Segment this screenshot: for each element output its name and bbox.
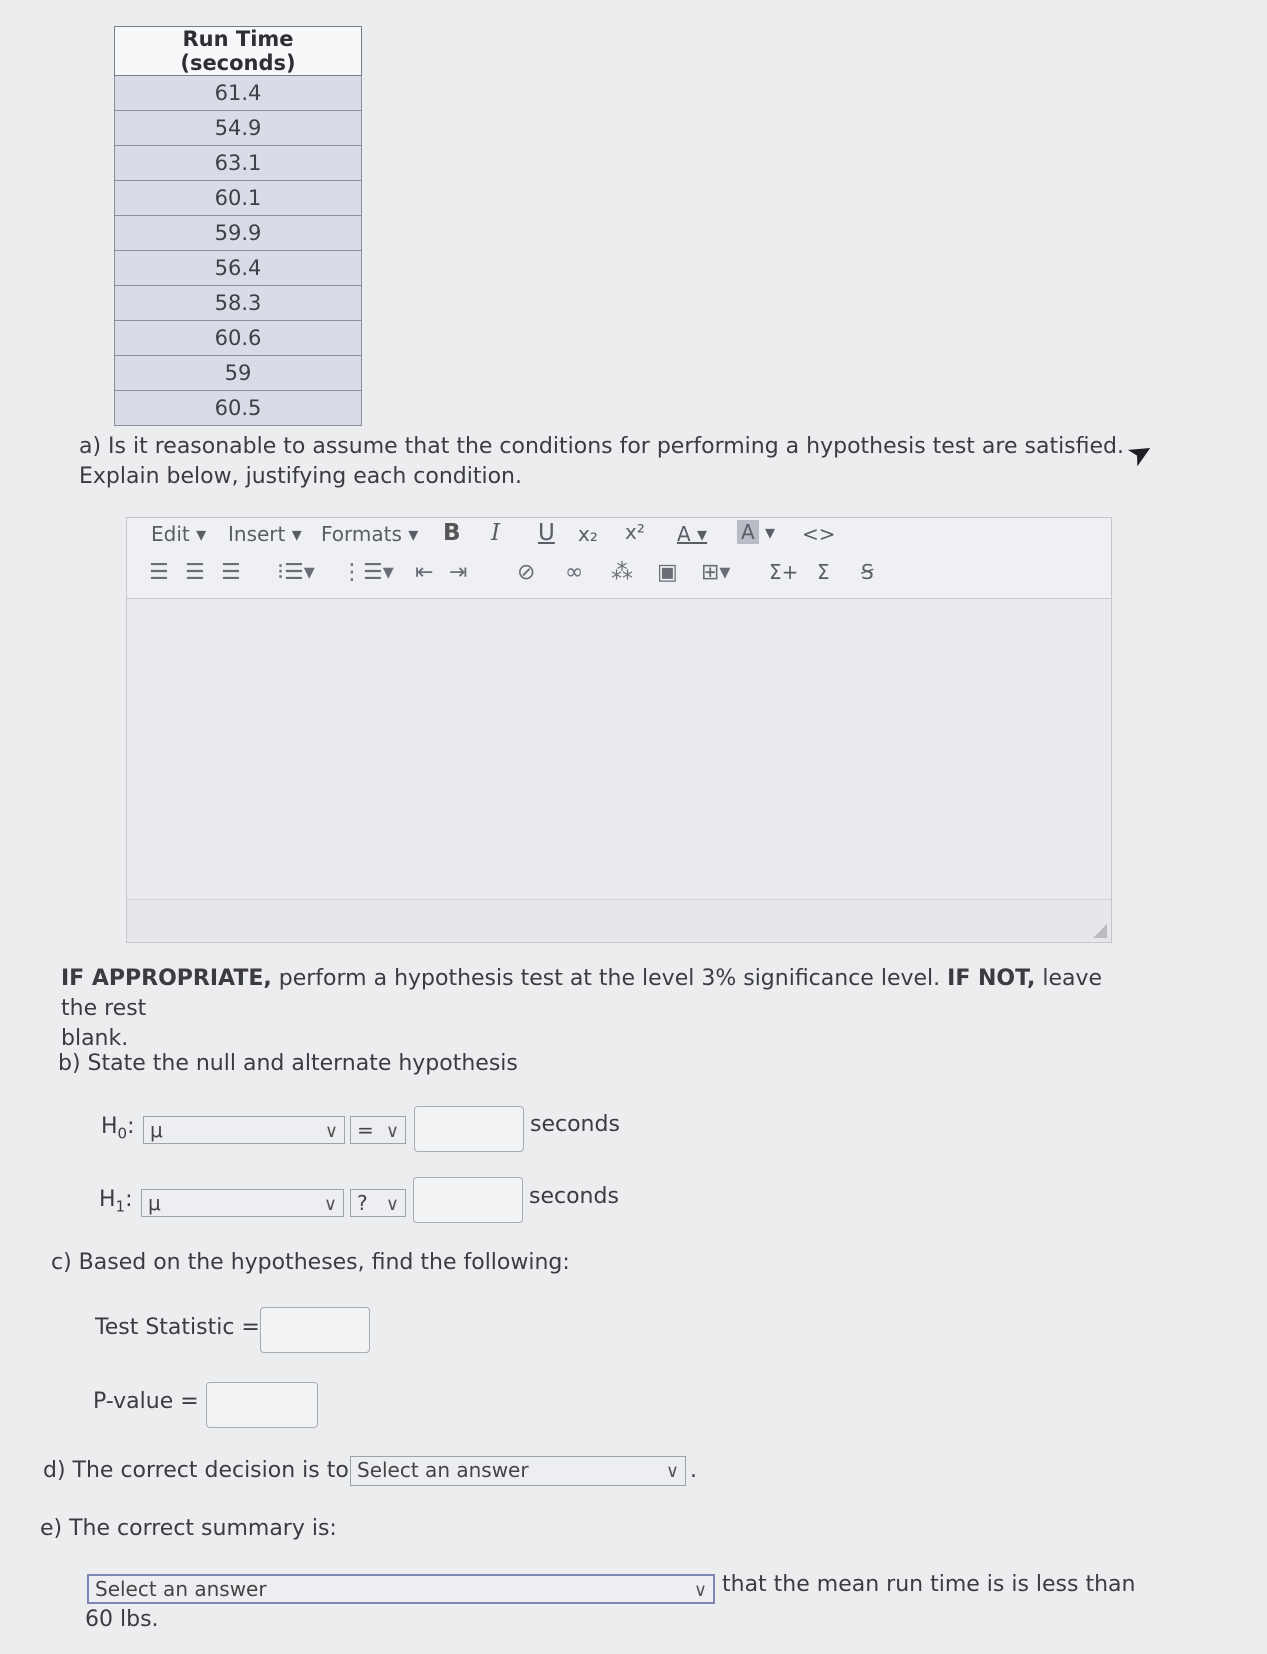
edit-menu[interactable]: Edit ▾ — [151, 522, 207, 546]
table-cell: 60.1 — [115, 181, 362, 216]
table-cell: 54.9 — [115, 111, 362, 146]
h0-unit: seconds — [530, 1112, 620, 1137]
table-cell: 63.1 — [115, 146, 362, 181]
test-statistic-input[interactable] — [260, 1307, 370, 1353]
instructions-line2: blank. — [61, 1026, 129, 1051]
instructions — [61, 964, 1121, 1054]
chevron-down-icon: ∨ — [385, 1121, 399, 1142]
align-right-icon[interactable]: ☰ — [221, 560, 241, 585]
table-cell: 60.5 — [115, 391, 362, 426]
run-time-table — [114, 26, 362, 426]
unlink-icon[interactable]: ⁂ — [611, 560, 633, 585]
subscript-button[interactable]: x₂ — [578, 522, 598, 546]
chevron-down-icon: ∨ — [693, 1580, 707, 1601]
bullet-list-icon[interactable]: ⁝☰▾ — [277, 560, 315, 585]
superscript-button[interactable]: x² — [625, 520, 645, 544]
formats-menu[interactable]: Formats ▾ — [321, 522, 419, 546]
bold-button[interactable]: B — [443, 520, 461, 546]
table-cell: 61.4 — [115, 76, 362, 111]
summary-tail: 60 lbs. — [85, 1607, 159, 1632]
h1-value-input[interactable] — [413, 1177, 523, 1223]
code-button[interactable]: <> — [802, 522, 836, 546]
h1-label: $H_1$: — [99, 1187, 133, 1216]
summary-select[interactable]: Select an answer ∨ — [87, 1574, 715, 1604]
chevron-down-icon: ∨ — [665, 1461, 679, 1482]
decision-select[interactable]: Select an answer ∨ — [350, 1456, 686, 1486]
rich-text-editor — [126, 517, 1112, 943]
part-d-label: d) The correct decision is to — [43, 1458, 349, 1483]
h1-parameter-select[interactable]: μ ∨ — [141, 1189, 344, 1217]
part-e-label: e) The correct summary is: — [40, 1516, 337, 1541]
h1-operator-select[interactable]: ? ∨ — [350, 1189, 406, 1217]
background-color-button[interactable]: A ▾ — [737, 520, 775, 544]
editor-toolbar — [127, 518, 1111, 599]
indent-icon[interactable]: ⇥ — [449, 560, 468, 585]
align-center-icon[interactable]: ☰ — [185, 560, 205, 585]
align-left-icon[interactable]: ☰ — [149, 560, 169, 585]
part-b-label: b) State the null and alternate hypothesis — [58, 1051, 518, 1076]
editor-statusbar — [127, 899, 1111, 942]
p-value-input[interactable] — [206, 1382, 318, 1428]
table-cell: 59 — [115, 356, 362, 391]
attachment-icon[interactable]: ⊘ — [517, 560, 536, 585]
h0-value-input[interactable] — [414, 1106, 524, 1152]
chevron-down-icon: ∨ — [385, 1194, 399, 1215]
font-color-button[interactable]: A ▾ — [677, 522, 708, 546]
spellcheck-button[interactable]: Ꞩ — [861, 560, 874, 584]
test-statistic-label: Test Statistic = — [95, 1315, 260, 1340]
resize-handle-icon[interactable] — [1093, 924, 1107, 938]
mouse-cursor-icon: ➤ — [1120, 432, 1161, 475]
chevron-down-icon: ∨ — [323, 1194, 337, 1215]
part-a-question — [79, 432, 1124, 492]
decision-period: . — [690, 1458, 697, 1483]
part-a-line2: Explain below, justifying each condition. — [79, 464, 522, 489]
table-header: Run Time (seconds) — [115, 27, 362, 76]
h0-operator-select[interactable]: = ∨ — [350, 1116, 406, 1144]
table-cell: 59.9 — [115, 216, 362, 251]
table-icon[interactable]: ⊞▾ — [701, 560, 731, 585]
table-cell: 58.3 — [115, 286, 362, 321]
part-a-line1: a) Is it reasonable to assume that the conditions for performing a hypothesis test are satisfied. — [79, 434, 1124, 459]
sum-button[interactable]: Σ — [817, 560, 830, 584]
table-cell: 60.6 — [115, 321, 362, 356]
part-c-label: c) Based on the hypotheses, find the following: — [51, 1250, 570, 1275]
underline-button[interactable]: U — [538, 520, 555, 546]
insert-menu[interactable]: Insert ▾ — [228, 522, 302, 546]
chevron-down-icon: ∨ — [324, 1121, 338, 1142]
table-cell: 56.4 — [115, 251, 362, 286]
p-value-label: P-value = — [93, 1389, 199, 1414]
outdent-icon[interactable]: ⇤ — [415, 560, 434, 585]
link-icon[interactable]: ∞ — [565, 560, 584, 585]
summary-text: that the mean run time is is less than — [722, 1572, 1136, 1597]
h0-label: $H_0$: — [101, 1114, 135, 1143]
editor-text-area[interactable] — [127, 599, 1111, 900]
italic-button[interactable]: I — [491, 520, 501, 546]
instructions-line1: IF APPROPRIATE, perform a hypothesis test at the level 3% significance level. IF NOT, leave the rest — [61, 966, 1103, 1021]
image-icon[interactable]: ▣ — [657, 560, 678, 585]
sum-plus-button[interactable]: Σ+ — [769, 560, 799, 584]
h0-parameter-select[interactable]: μ ∨ — [143, 1116, 345, 1144]
h1-unit: seconds — [529, 1184, 619, 1209]
numbered-list-icon[interactable]: ⋮☰▾ — [341, 560, 394, 585]
